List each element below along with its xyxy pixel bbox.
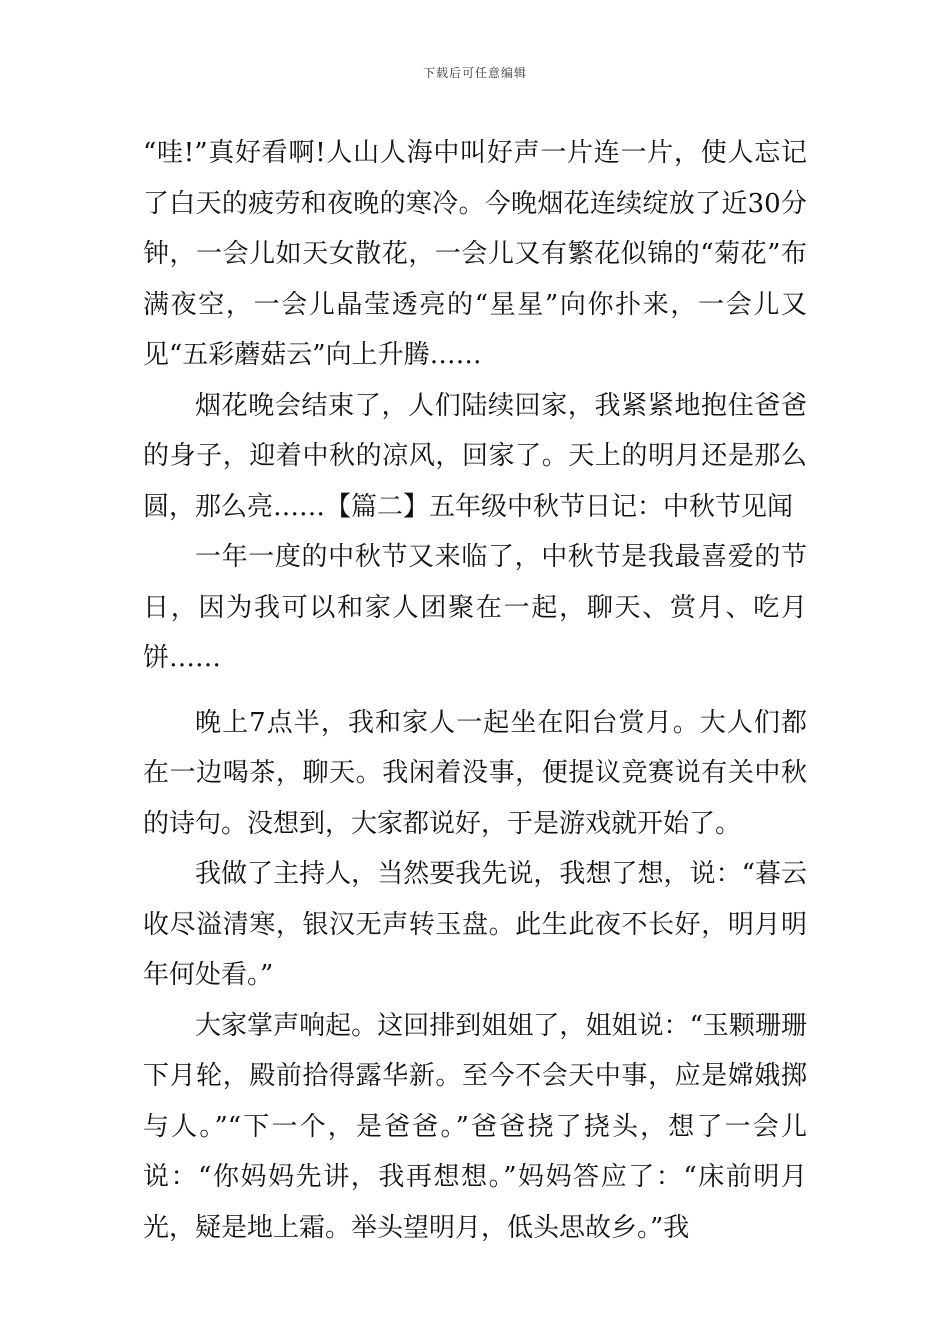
paragraph-3: 一年一度的中秋节又来临了，中秋节是我最喜爱的节日，因为我可以和家人团聚在一起，聊天、赏月、吃月饼…… — [143, 542, 807, 673]
paragraph-6: 大家掌声响起。这回排到姐姐了，姐姐说：“玉颗珊珊下月轮，殿前拾得露华新。至今不会天中事，应是嫦娥掷与人。”“下一个，是爸爸。”爸爸挠了挠头，想了一会儿说：“你妈妈先讲，我再想想。”妈妈答应了：“床前明月光，疑是地上霜。举头望明月，低头思故乡。”我 — [143, 1010, 807, 1243]
document-body — [143, 128, 807, 1253]
paragraph-1: “哇!”真好看啊!人山人海中叫好声一片连一片，使人忘记了白天的疲劳和夜晚的寒冷。今晚烟花连续绽放了近30分钟，一会儿如天女散花，一会儿又有繁花似锦的“菊花”布满夜空，一会儿晶莹透亮的“星星”向你扑来，一会儿又见“五彩蘑菇云”向上升腾…… — [143, 138, 807, 370]
paragraph-5: 我做了主持人，当然要我先说，我想了想，说：“暮云收尽溢清寒，银汉无声转玉盘。此生此夜不长好，明月明年何处看。” — [143, 859, 807, 990]
paragraph-4: 晚上7点半，我和家人一起坐在阳台赏月。大人们都在一边喝茶，聊天。我闲着没事，便提议竞赛说有关中秋的诗句。没想到，大家都说好，于是游戏就开始了。 — [143, 707, 807, 839]
paragraph-2: 烟花晚会结束了，人们陆续回家，我紧紧地抱住爸爸的身子，迎着中秋的凉风，回家了。天上的明月还是那么圆，那么亮……【篇二】五年级中秋节日记：中秋节见闻 — [143, 390, 807, 522]
page-header: 下载后可任意编辑 — [422, 66, 527, 80]
